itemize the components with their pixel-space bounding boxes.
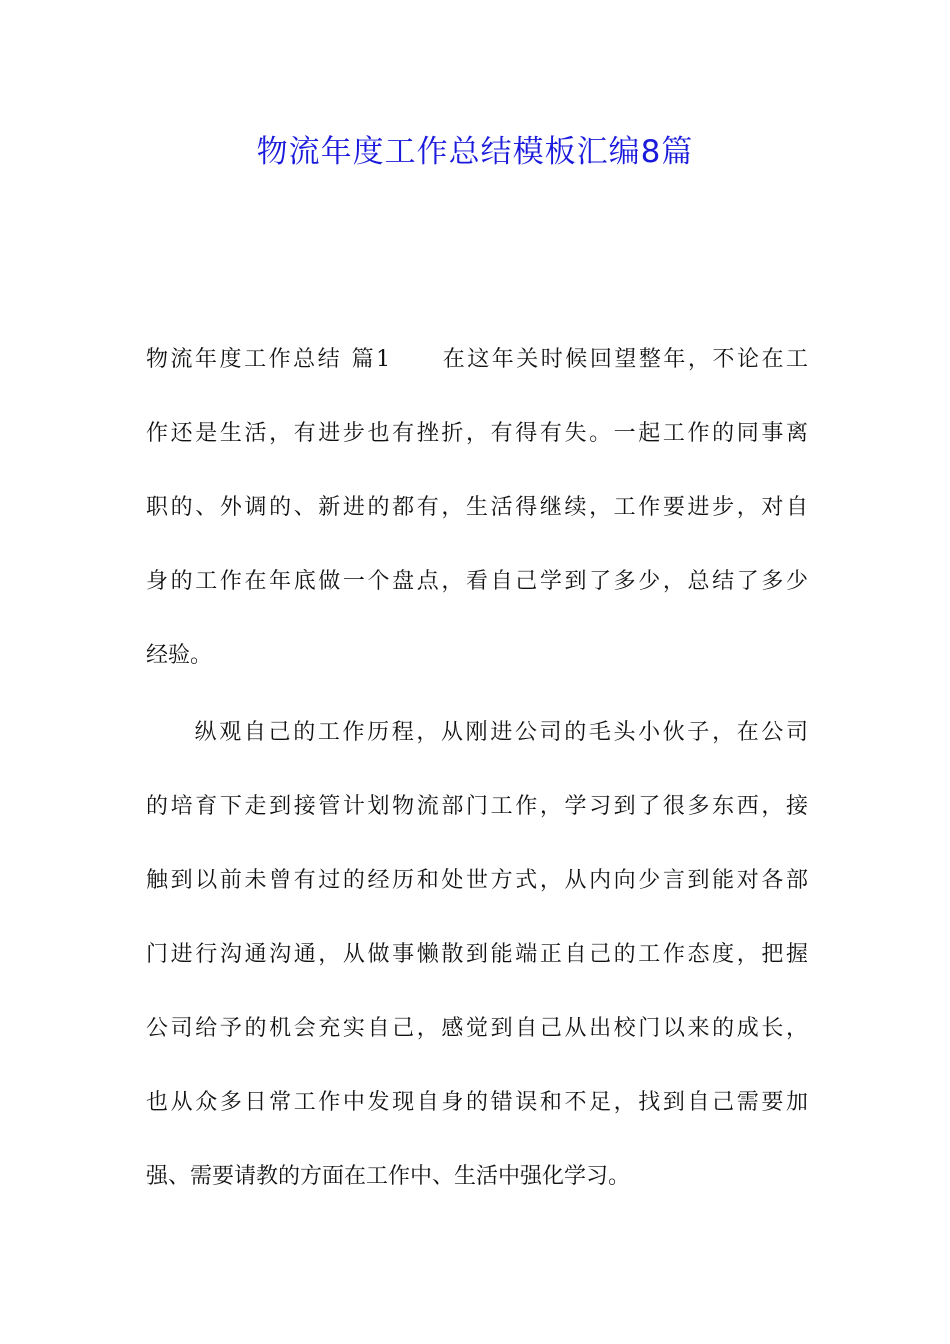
paragraph-line: 身的工作在年底做一个盘点，看自己学到了多少，总结了多少: [146, 569, 808, 594]
paragraph-1: [146, 323, 808, 693]
paragraph-2: [146, 696, 808, 1214]
section-heading: 物流年度工作总结 篇1: [146, 347, 391, 372]
paragraph-line: 也从众多日常工作中发现自身的错误和不足，找到自己需要加: [146, 1090, 808, 1115]
paragraph-line: 职的、外调的、新进的都有，生活得继续，工作要进步，对自: [146, 495, 808, 520]
paragraph-line: 门进行沟通沟通，从做事懒散到能端正自己的工作态度，把握: [146, 942, 808, 967]
paragraph-line: [146, 696, 808, 770]
document-title: 物流年度工作总结模板汇编8篇: [256, 134, 694, 170]
paragraph-line: 的培育下走到接管计划物流部门工作，学习到了很多东西，接: [146, 794, 808, 819]
paragraph-line: [146, 323, 808, 397]
paragraph-line: 经验。: [146, 643, 213, 668]
paragraph-line: 触到以前未曾有过的经历和处世方式，从内向少言到能对各部: [146, 868, 808, 893]
paragraph-line: 公司给予的机会充实自己，感觉到自己从出校门以来的成长，: [146, 1016, 808, 1041]
paragraph-text: 在这年关时候回望整年，不论在工: [440, 347, 808, 372]
paragraph-text: 纵观自己的工作历程，从刚进公司的毛头小伙子，在公司: [192, 720, 808, 745]
paragraph-line: 强、需要请教的方面在工作中、生活中强化学习。: [146, 1164, 631, 1189]
paragraph-line: 作还是生活，有进步也有挫折，有得有失。一起工作的同事离: [146, 421, 808, 446]
